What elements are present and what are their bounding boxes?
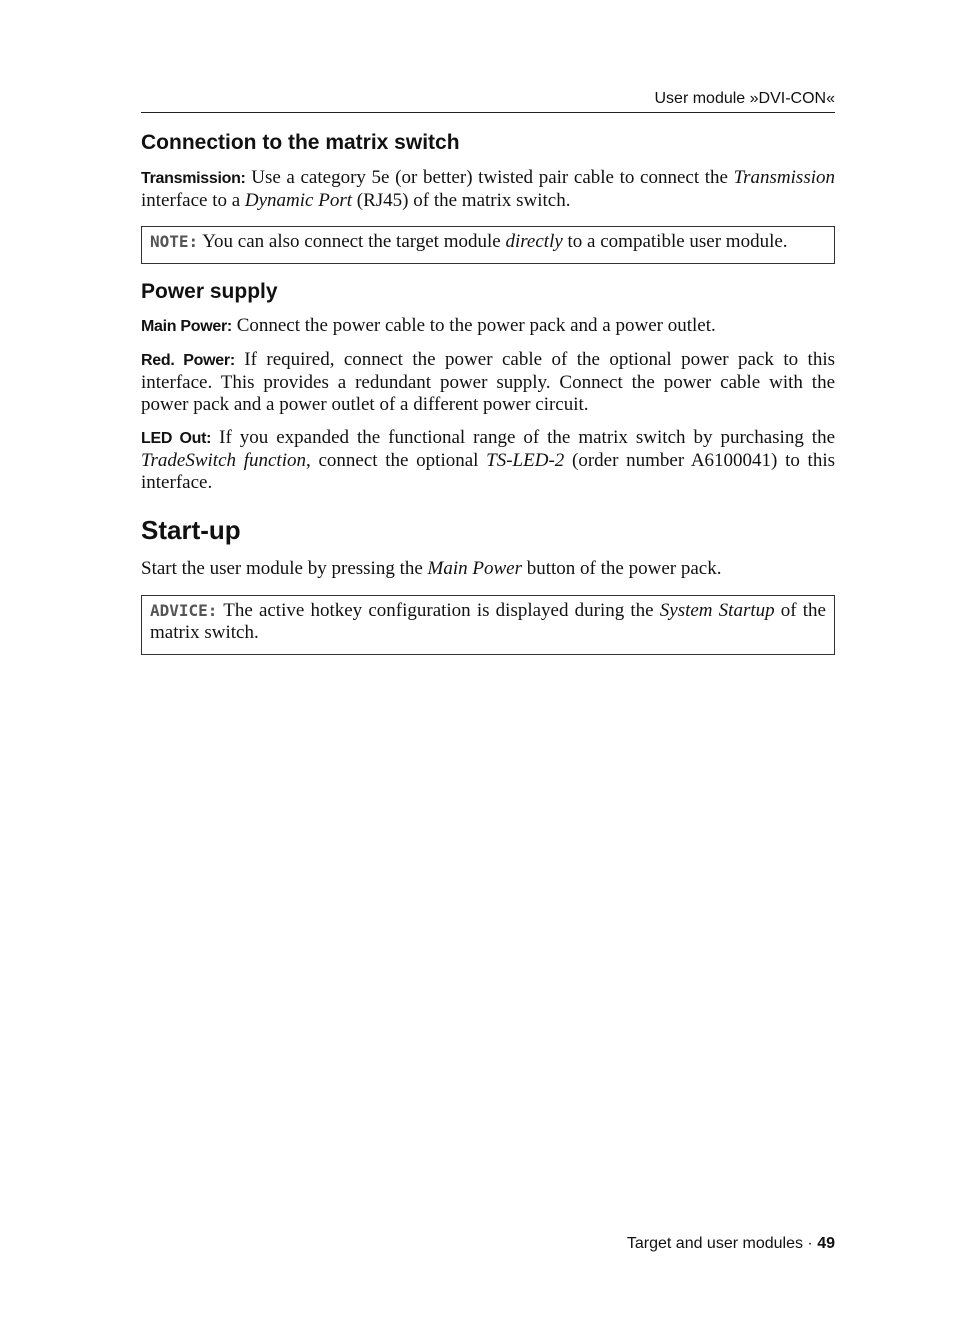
- paragraph-main-power: Main Power: Connect the power cable to the power pack and a power outlet.: [141, 315, 716, 336]
- section-title-power-supply: Power supply: [141, 280, 278, 303]
- page-number: 49: [817, 1235, 835, 1252]
- note-label: NOTE:: [150, 232, 199, 251]
- term-transmission: Transmission:: [141, 170, 246, 187]
- advice-label: ADVICE:: [150, 601, 218, 620]
- section-title-connection: Connection to the matrix switch: [141, 131, 460, 154]
- paragraph-red-power: Red. Power: If required, connect the power cable of the optional power pack to this interface. This provides a redundant power supply. Connect the power cable with the power pack and a power outlet of a different power circuit.: [141, 349, 835, 415]
- footer-chapter: Target and user modules ·: [626, 1235, 818, 1252]
- page-footer: [141, 1233, 835, 1255]
- term-main-power: Main Power:: [141, 318, 232, 335]
- paragraph-led-out: LED Out: If you expanded the functional range of the matrix switch by purchasing the TradeSwitch function, connect the optional TS-LED-2 (order number A6100041) to this interface.: [141, 427, 836, 493]
- section-title-start-up: Start-up: [141, 515, 241, 545]
- term-red-power: Red. Power:: [141, 352, 235, 369]
- paragraph-start-up: Start the user module by pressing the Main Power button of the power pack.: [141, 558, 722, 579]
- note-box: NOTE: You can also connect the target module directly to a compatible user module.: [141, 226, 835, 264]
- term-led-out: LED Out:: [141, 430, 212, 447]
- running-header: User module »DVI-CON«: [141, 88, 835, 113]
- advice-box: ADVICE: The active hotkey configuration is displayed during the System Startup of the matrix switch.: [141, 595, 835, 655]
- paragraph-transmission: Transmission: Use a category 5e (or better) twisted pair cable to connect the Transmission interface to a Dynamic Port (RJ45) of the matrix switch.: [141, 167, 835, 211]
